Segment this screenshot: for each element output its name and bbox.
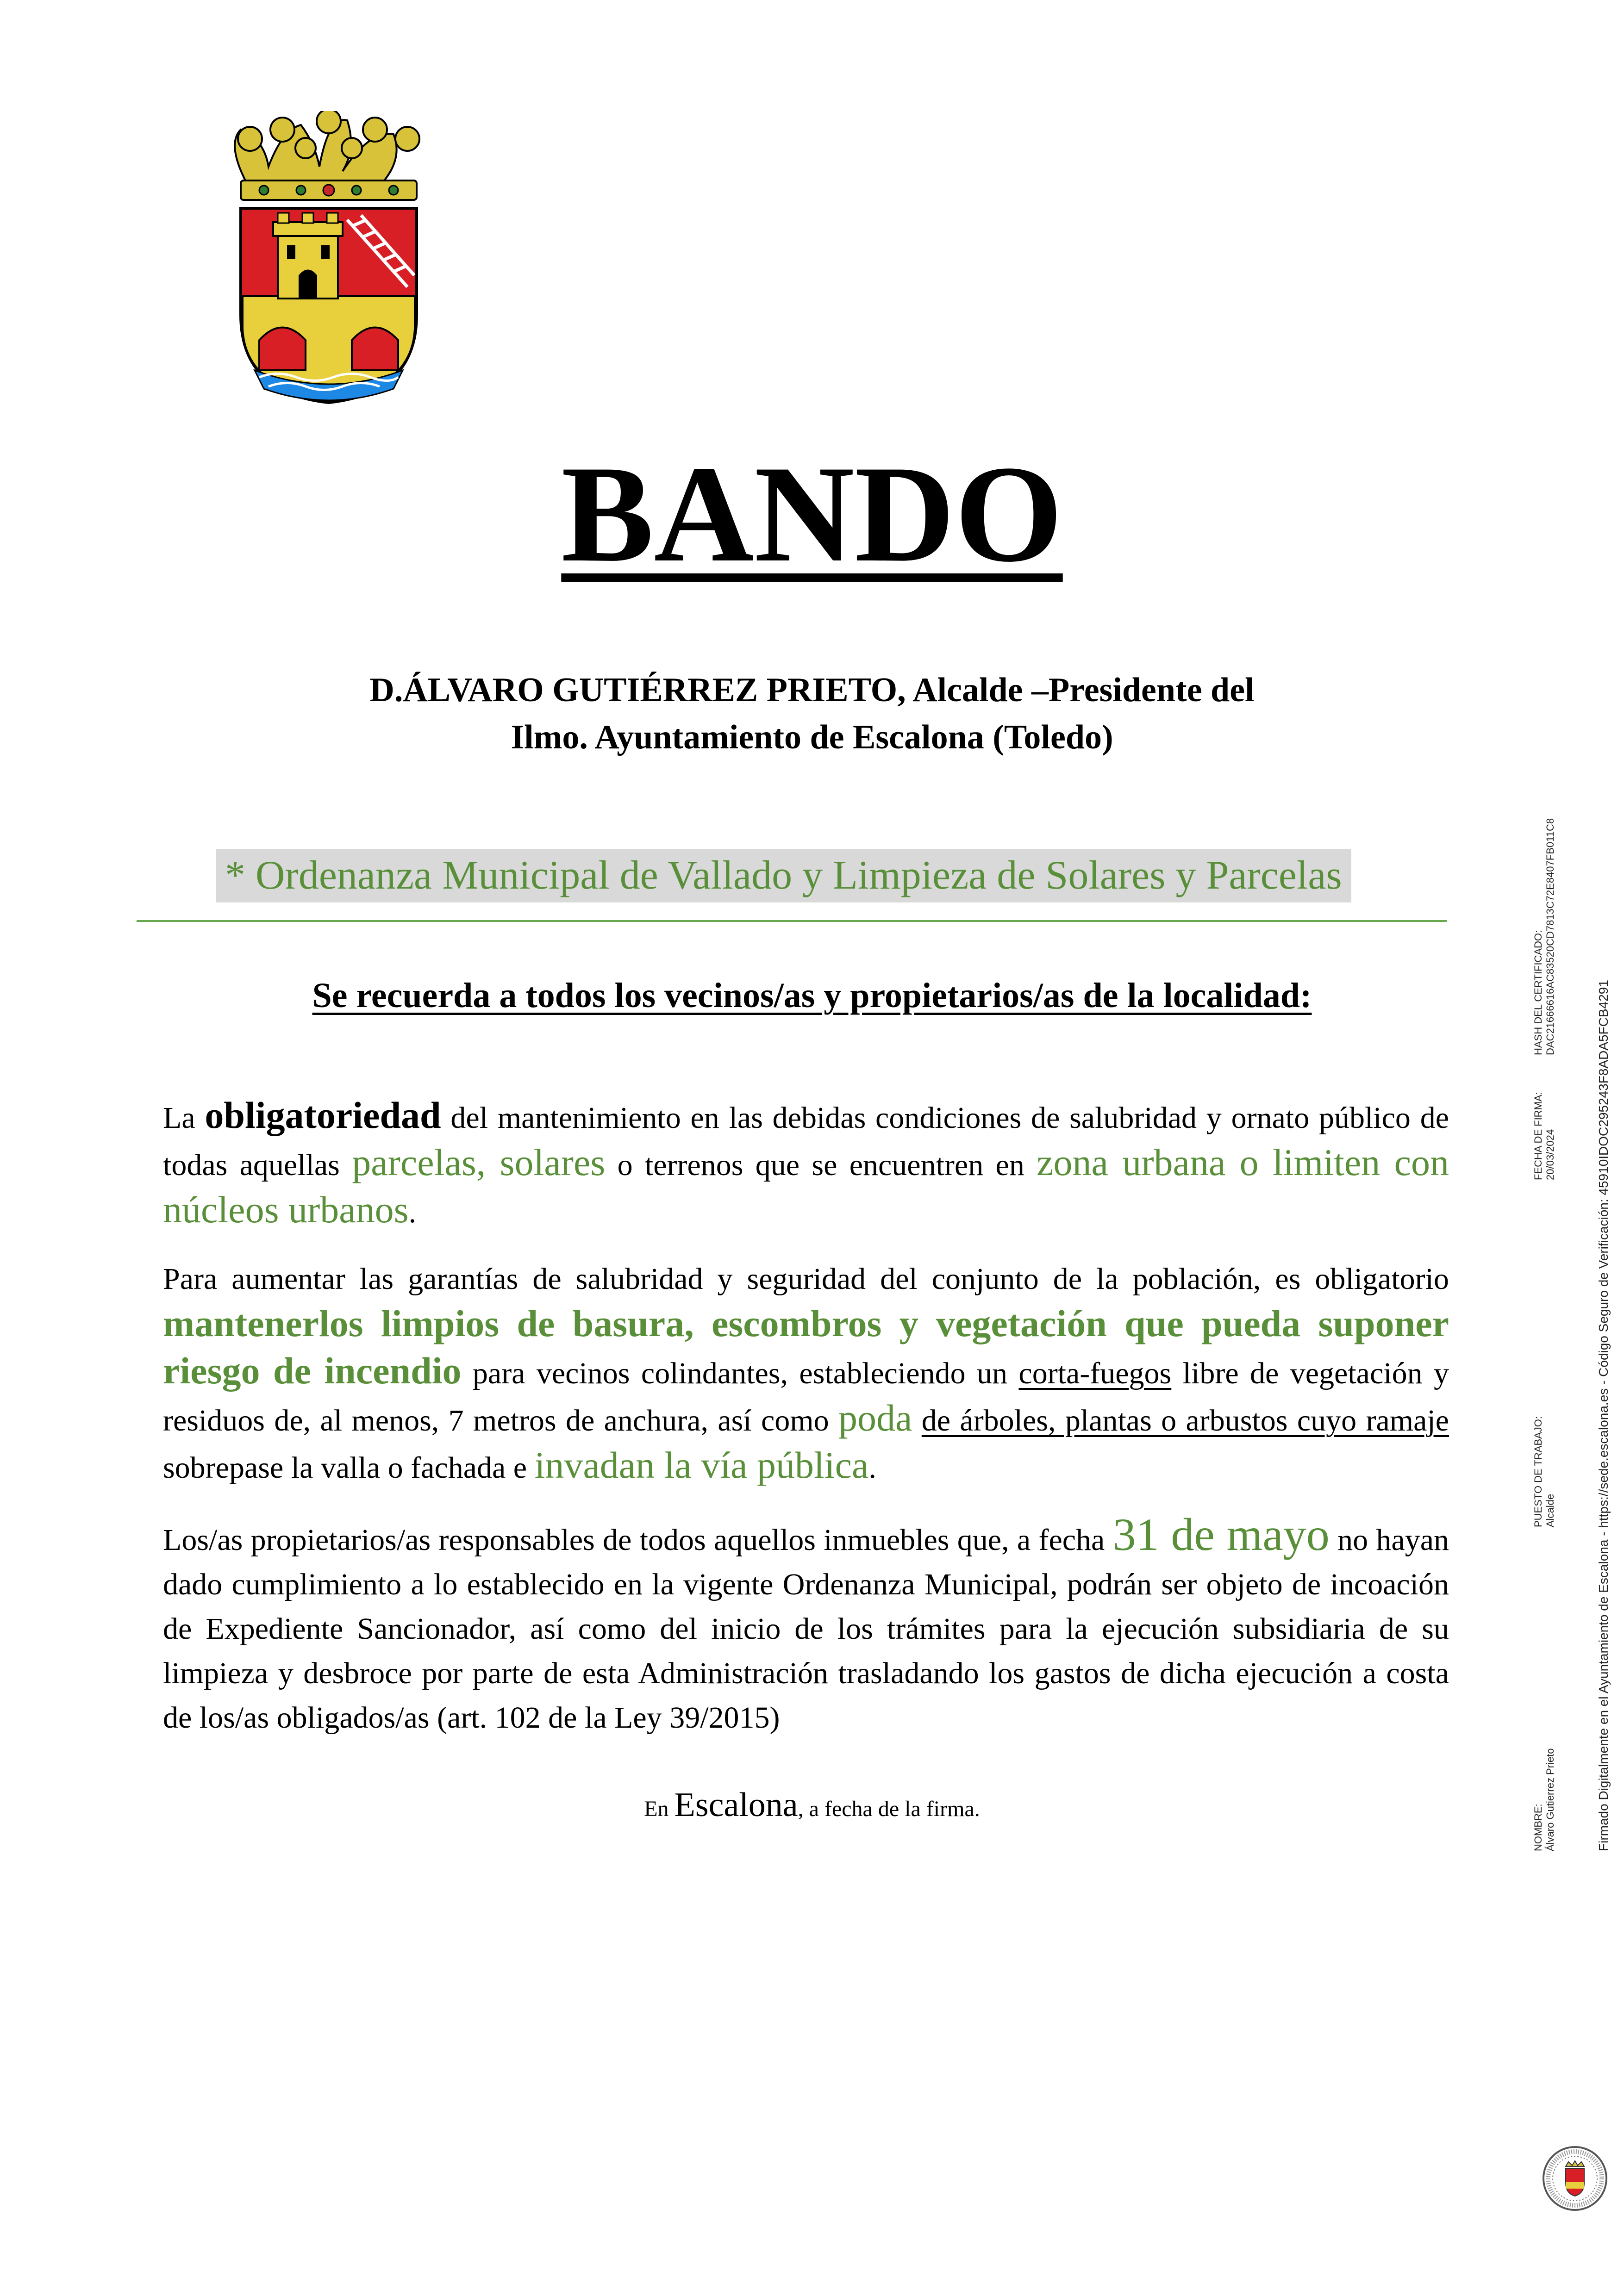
issuer-line-1: D.ÁLVARO GUTIÉRREZ PRIETO, Alcalde –Presidente del xyxy=(369,671,1255,709)
signature-position xyxy=(1532,1416,1556,1527)
paragraph-obligation xyxy=(163,1093,1449,1235)
text: La xyxy=(163,1101,205,1135)
label: HASH DEL CERTIFICADO: xyxy=(1532,930,1544,1055)
issuer-block xyxy=(0,666,1624,761)
place-name: Escalona xyxy=(674,1786,798,1824)
digital-seal-icon xyxy=(1542,2145,1609,2212)
text: o terrenos que se encuentren en xyxy=(605,1148,1037,1182)
highlight-mantenerlos-limpios: mantenerlos limpios de basura, escombros y vegetación que pueda suponer riesgo de incendio xyxy=(163,1302,1449,1392)
underline-corta-fuegos: corta-fuegos xyxy=(1018,1356,1172,1390)
emphasis-obligatoriedad: obligatoriedad xyxy=(205,1094,441,1136)
label: PUESTO DE TRABAJO: xyxy=(1532,1416,1544,1527)
label: FECHA DE FIRMA: xyxy=(1532,1092,1544,1180)
signature-date xyxy=(1532,1092,1556,1180)
text xyxy=(912,1404,921,1437)
highlight-parcelas: parcelas, solares xyxy=(352,1141,606,1183)
divider xyxy=(137,920,1447,922)
text: sobrepase la valla o fachada e xyxy=(163,1451,535,1485)
value: Alcalde xyxy=(1544,1493,1556,1527)
issuer-line-2: Ilmo. Ayuntamiento de Escalona (Toledo) xyxy=(511,718,1113,756)
reminder-heading: Se recuerda a todos los vecinos/as y propietarios/as de la localidad: xyxy=(312,976,1312,1015)
highlight-deadline: 31 de mayo xyxy=(1112,1509,1330,1560)
text: Los/as propietarios/as responsables de todos aquellos inmuebles que, a fecha xyxy=(163,1523,1113,1557)
value: 20/03/2024 xyxy=(1544,1129,1556,1180)
highlight-via-publica: invadan la vía pública xyxy=(534,1444,869,1486)
text: Para aumentar las garantías de salubridad y seguridad del conjunto de la población, es obligatorio xyxy=(163,1262,1449,1296)
ordinance-heading: * Ordenanza Municipal de Vallado y Limpieza de Solares y Parcelas xyxy=(216,849,1351,902)
highlight-zona-urbana: zona urbana o limiten con núcleos urbanos xyxy=(163,1141,1449,1231)
text: para vecinos colindantes, estableciendo un xyxy=(461,1356,1019,1390)
signature-strip xyxy=(1532,602,1613,1851)
signature-name xyxy=(1532,1748,1556,1851)
text: En xyxy=(644,1797,675,1821)
highlight-poda: poda xyxy=(838,1397,912,1439)
text: libre de vegetación y residuos de, al menos, 7 metros de anchura, así como xyxy=(163,1356,1449,1437)
value: Álvaro Gutierrez Prieto xyxy=(1544,1748,1556,1851)
paragraph-requirements xyxy=(163,1257,1449,1490)
text: no hayan dado cumplimiento a lo establecido en la vigente Ordenanza Municipal, podrán ser objeto de incoación de Expediente Sancionador, así como del inicio de los trámites para la ejecución subsidiaria de su limpieza y desbroce por parte de esta Administración trasladando los gastos de dicha ejecución a costa de los/as obligados/as (art. 102 de la Ley 39/2015) xyxy=(163,1523,1449,1735)
text: del mantenimiento en las debidas condiciones de salubridad y ornato público de todas aquellas xyxy=(163,1101,1449,1182)
value: DAC21666616AC83520CD7813C72E8407FB011C8 xyxy=(1544,818,1556,1055)
closing-line xyxy=(0,1786,1624,1825)
underline-arboles: de árboles, plantas o arbustos cuyo ramaje xyxy=(921,1404,1449,1437)
coat-of-arms-icon xyxy=(208,111,449,407)
text: , a fecha de la firma. xyxy=(798,1797,980,1821)
text: . xyxy=(868,1451,876,1485)
page-title: BANDO xyxy=(561,437,1063,591)
text: . xyxy=(408,1195,417,1229)
signature-hash xyxy=(1532,818,1556,1055)
verification-text: Firmado Digitalmente en el Ayuntamiento de Escalona - https://sede.escalona.es - Código Seguro de Verificación: 45910IDOC295243F8ADA5FCB4291 xyxy=(1596,980,1611,1851)
label: NOMBRE: xyxy=(1532,1804,1544,1851)
paragraph-sanctions xyxy=(163,1509,1449,1740)
